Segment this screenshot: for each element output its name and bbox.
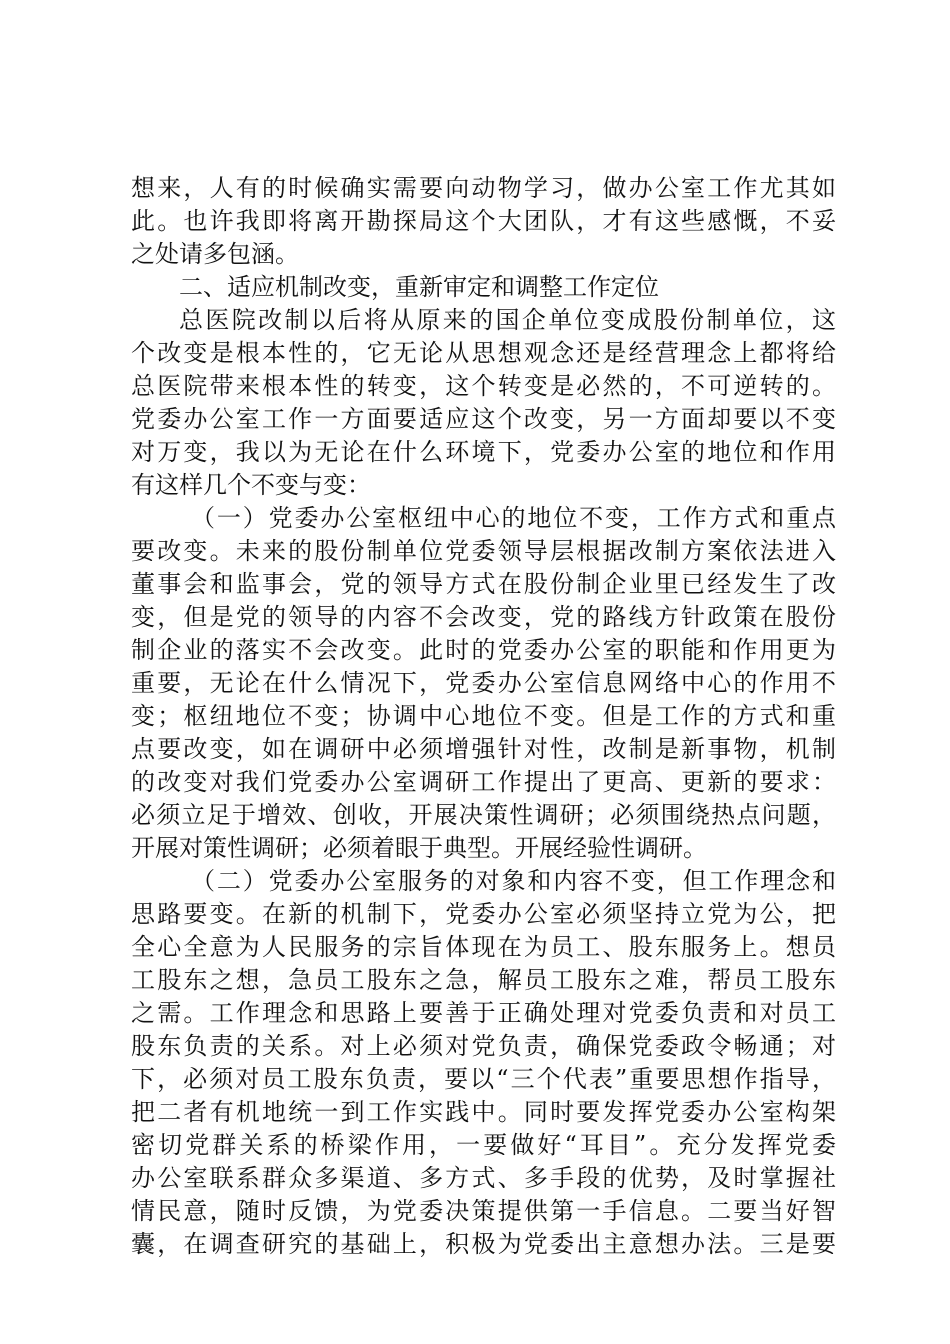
text-line: 全心全意为人民服务的宗旨体现在为员工、股东服务上。想员 <box>131 933 836 961</box>
text-line: 变；枢纽地位不变；协调中心地位不变。但是工作的方式和重 <box>131 702 836 730</box>
text-line: 对万变，我以为无论在什么环境下，党委办公室的地位和作用 <box>131 438 836 466</box>
text-line: 个改变是根本性的，它无论从思想观念还是经营理念上都将给 <box>131 339 836 367</box>
text-line: （二）党委办公室服务的对象和内容不变，但工作理念和 <box>191 867 836 895</box>
text-line: 制企业的落实不会改变。此时的党委办公室的职能和作用更为 <box>131 636 836 664</box>
text-line: 思路要变。在新的机制下，党委办公室必须坚持立党为公，把 <box>131 900 836 928</box>
text-line: 工股东之想，急员工股东之急，解员工股东之难，帮员工股东 <box>131 966 836 994</box>
text-line: 情民意，随时反馈，为党委决策提供第一手信息。二要当好智 <box>131 1197 836 1225</box>
text-line: （一）党委办公室枢纽中心的地位不变，工作方式和重点 <box>191 504 836 532</box>
text-line: 办公室联系群众多渠道、多方式、多手段的优势，及时掌握社 <box>131 1164 836 1192</box>
text-line: 董事会和监事会，党的领导方式在股份制企业里已经发生了改 <box>131 570 836 598</box>
text-line: 变，但是党的领导的内容不会改变，党的路线方针政策在股份 <box>131 603 836 631</box>
text-line: 有这样几个不变与变： <box>131 471 371 499</box>
text-line: 总医院改制以后将从原来的国企单位变成股份制单位，这 <box>179 306 836 334</box>
text-line: 点要改变，如在调研中必须增强针对性，改制是新事物，机制 <box>131 735 836 763</box>
text-line: 股东负责的关系。对上必须对党负责，确保党委政令畅通；对 <box>131 1032 836 1060</box>
text-line: 密切党群关系的桥梁作用，一要做好“耳目”。充分发挥党委 <box>131 1131 836 1159</box>
text-line: 把二者有机地统一到工作实践中。同时要发挥党委办公室构架 <box>131 1098 836 1126</box>
text-line: 党委办公室工作一方面要适应这个改变，另一方面却要以不变 <box>131 405 836 433</box>
text-line: 二、适应机制改变，重新审定和调整工作定位 <box>179 273 659 301</box>
text-line: 的改变对我们党委办公室调研工作提出了更高、更新的要求： <box>131 768 836 796</box>
text-line: 重要，无论在什么情况下，党委办公室信息网络中心的作用不 <box>131 669 836 697</box>
text-line: 之需。工作理念和思路上要善于正确处理对党委负责和对员工 <box>131 999 836 1027</box>
text-line: 下，必须对员工股东负责，要以“三个代表”重要思想作指导， <box>131 1065 836 1093</box>
text-line: 此。也许我即将离开勘探局这个大团队，才有这些感慨，不妥 <box>131 207 836 235</box>
text-line: 总医院带来根本性的转变，这个转变是必然的，不可逆转的。 <box>131 372 836 400</box>
text-line: 想来，人有的时候确实需要向动物学习，做办公室工作尤其如 <box>131 174 836 202</box>
text-line: 要改变。未来的股份制单位党委领导层根据改制方案依法进入 <box>131 537 836 565</box>
body-text <box>131 172 836 1261</box>
text-line: 之处请多包涵。 <box>131 240 299 268</box>
text-line: 开展对策性调研；必须着眼于典型。开展经验性调研。 <box>131 834 707 862</box>
text-line: 囊，在调查研究的基础上，积极为党委出主意想办法。三是要 <box>131 1230 836 1258</box>
text-line: 必须立足于增效、创收，开展决策性调研；必须围绕热点问题， <box>131 801 836 829</box>
